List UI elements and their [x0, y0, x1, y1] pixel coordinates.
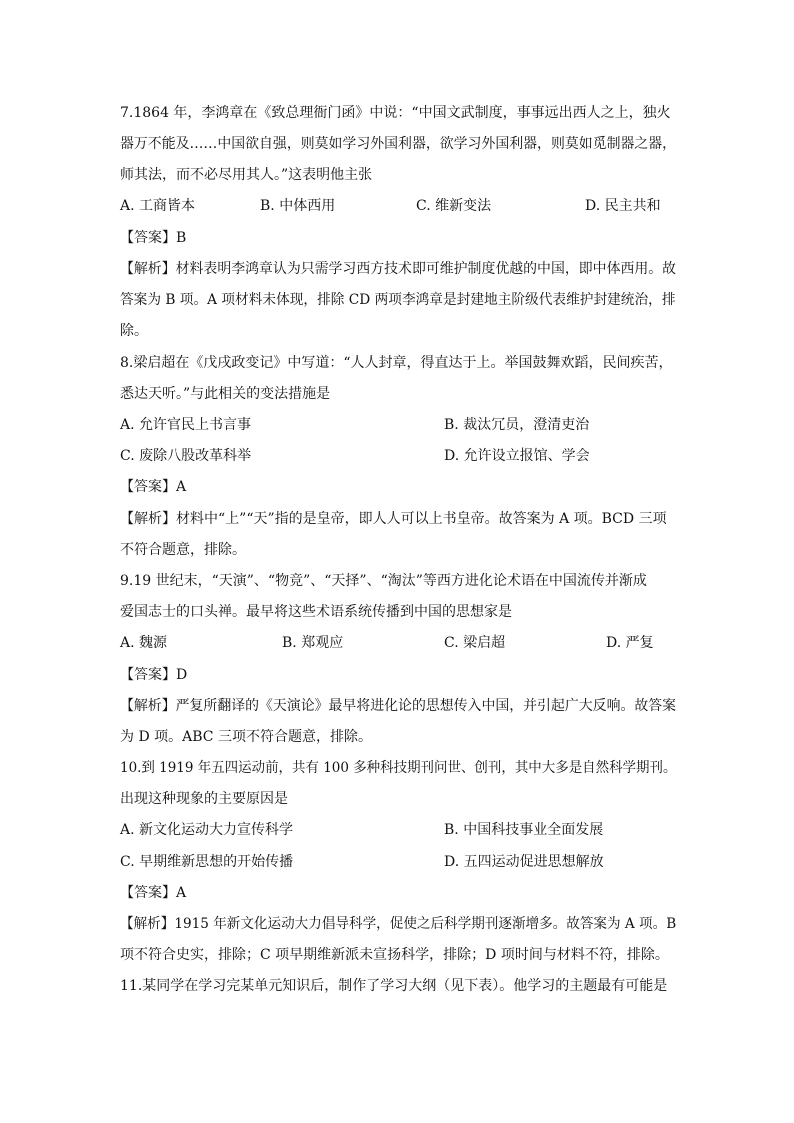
q9-answer: 【答案】D: [120, 667, 188, 683]
q9-stem-line-2: 爱国志士的口头禅。最早将这些术语系统传播到中国的思想家是: [120, 604, 512, 620]
q7-stem-line-2: 器万不能及……中国欲自强，则莫如学习外国利器，欲学习外国利器，则莫如觅制器之器，: [120, 136, 677, 152]
q10-stem-line-1: 10.到 1919 年五四运动前，共有 100 多种科技期刊问世、创刊，其中大多是自然科学期刊。: [120, 760, 677, 776]
q7-option-b: B. 中体西用: [260, 198, 336, 214]
q8-answer: 【答案】A: [120, 479, 187, 495]
q8-option-d: D. 允许设立报馆、学会: [444, 448, 590, 464]
q8-option-a: A. 允许官民上书言事: [120, 417, 252, 433]
q8-analysis-line-1: 【解析】材料中“上”“天”指的是皇帝，即人人可以上书皇帝。故答案为 A 项。BCD 三项: [120, 511, 667, 527]
q9-option-a: A. 魏源: [120, 635, 168, 651]
q9-option-c: C. 梁启超: [444, 635, 506, 651]
q8-option-c: C. 废除八股改革科举: [120, 448, 252, 464]
q10-option-b: B. 中国科技事业全面发展: [444, 822, 604, 838]
q9-analysis-line-1: 【解析】严复所翻译的《天演论》最早将进化论的思想传入中国，并引起广大反响。故答案: [120, 698, 677, 714]
q7-option-a: A. 工商皆本: [120, 198, 196, 214]
q10-stem-line-2: 出现这种现象的主要原因是: [120, 791, 288, 807]
q7-answer: 【答案】B: [120, 230, 187, 246]
q9-option-d: D. 严复: [606, 635, 654, 651]
q10-analysis-line-2: 项不符合史实，排除；C 项早期维新派未宣扬科学，排除；D 项时间与材料不符，排除。: [120, 947, 669, 963]
q8-analysis-line-2: 不符合题意，排除。: [120, 542, 246, 558]
q7-option-c: C. 维新变法: [416, 198, 492, 214]
q8-option-b: B. 裁汰冗员，澄清吏治: [444, 417, 590, 433]
q7-option-d: D. 民主共和: [585, 198, 661, 214]
q7-analysis-line-1: 【解析】材料表明李鸿章认为只需学习西方技术即可维护制度优越的中国，即中体西用。故: [120, 261, 677, 277]
q10-option-c: C. 早期维新思想的开始传播: [120, 854, 294, 870]
q10-option-d: D. 五四运动促进思想解放: [444, 854, 604, 870]
q9-analysis-line-2: 为 D 项。ABC 三项不符合题意，排除。: [120, 729, 372, 745]
q10-option-a: A. 新文化运动大力宣传科学: [120, 822, 294, 838]
q11-stem-line-1: 11.某同学在学习完某单元知识后，制作了学习大纲（见下表）。他学习的主题最有可能是: [120, 978, 668, 994]
q7-analysis-line-3: 除。: [120, 323, 148, 339]
q10-answer: 【答案】A: [120, 885, 187, 901]
q9-option-b: B. 郑观应: [282, 635, 344, 651]
q9-stem-line-1: 9.19 世纪末，“天演”、“物竞”、“天择”、“淘汰”等西方进化论术语在中国流传并渐成: [120, 573, 647, 589]
q7-stem-line-1: 7.1864 年，李鸿章在《致总理衙门函》中说：“中国文武制度，事事远出西人之上，独火: [120, 105, 671, 121]
q7-analysis-line-2: 答案为 B 项。A 项材料未体现，排除 CD 两项李鸿章是封建地主阶级代表维护封建统治，排: [120, 292, 676, 308]
q7-stem-line-3: 师其法，而不必尽用其人。”这表明他主张: [120, 167, 373, 183]
q10-analysis-line-1: 【解析】1915 年新文化运动大力倡导科学，促使之后科学期刊逐渐增多。故答案为 A 项。B: [120, 916, 677, 932]
q8-stem-line-1: 8.梁启超在《戊戌政变记》中写道：“人人封章，得直达于上。举国鼓舞欢蹈，民间疾苦，: [120, 355, 673, 371]
q8-stem-line-2: 悉达天听。”与此相关的变法措施是: [120, 386, 331, 402]
